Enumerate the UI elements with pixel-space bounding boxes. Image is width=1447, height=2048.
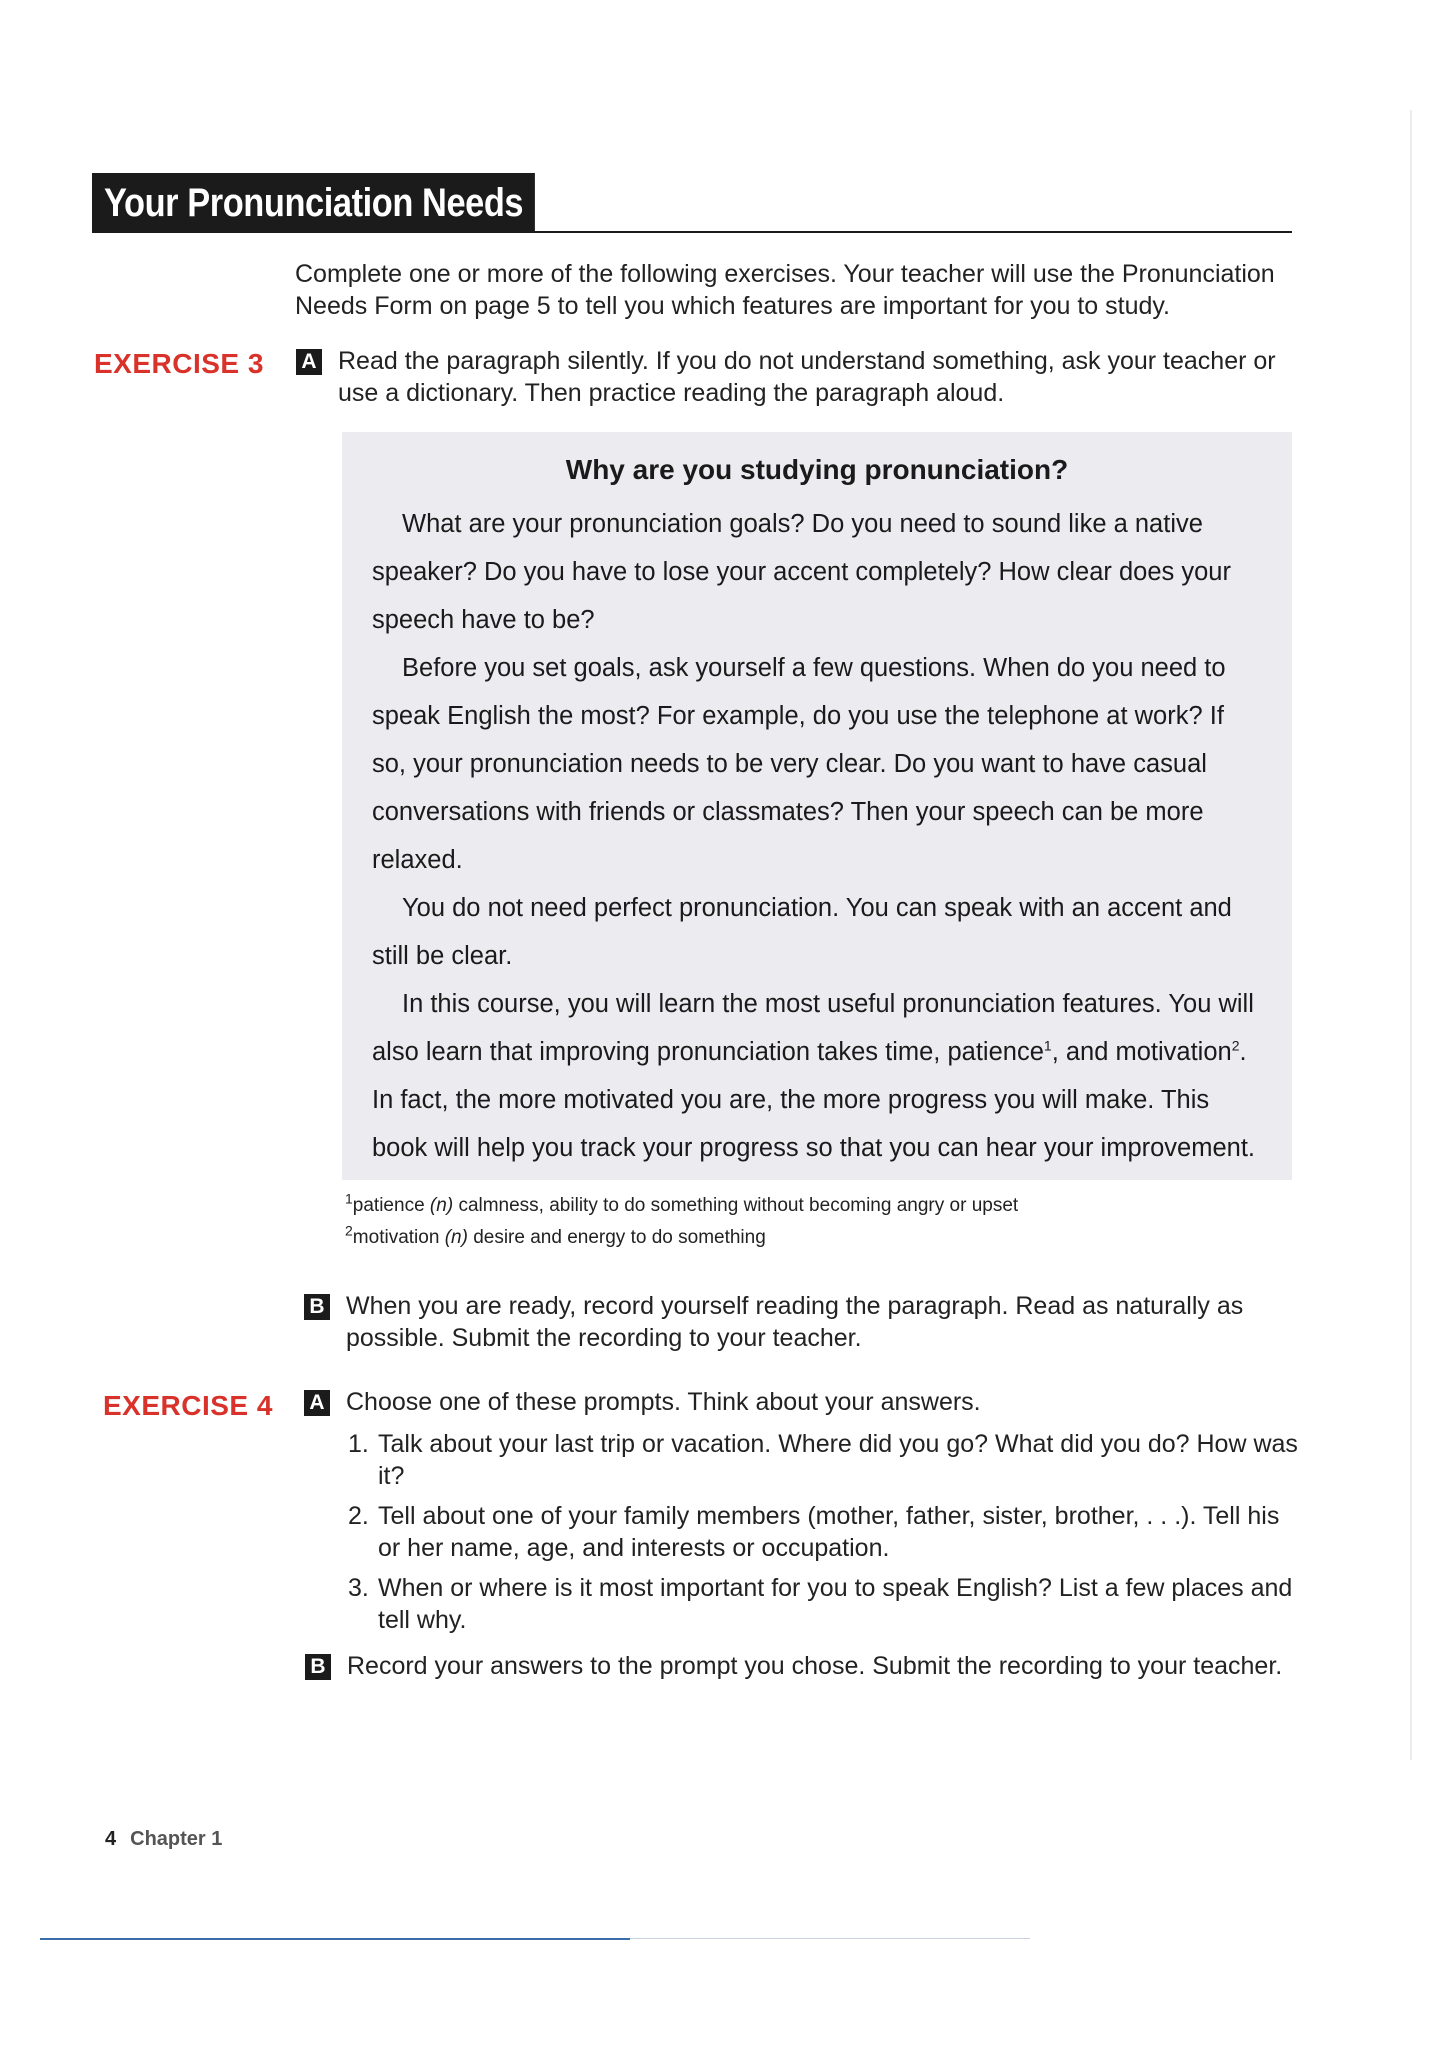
exercise-4-part-b [305,1650,1295,1682]
part-a-badge: A [304,1390,330,1416]
page-number: 4 [105,1828,117,1850]
section-header [92,173,1292,233]
footnote-1-definition: calmness, ability to do something without becoming angry or upset [458,1195,1019,1216]
exercise-4-label: EXERCISE 4 [103,1390,273,1421]
prompt-item [348,1428,1298,1492]
part-b-badge: B [305,1654,331,1680]
footnote-ref-2: 2 [1231,1037,1240,1054]
footnote-2-number: 2 [345,1222,353,1239]
chapter-label: Chapter 1 [130,1828,223,1850]
prompt-item [348,1572,1298,1636]
exercise-4-part-a [304,1386,1294,1418]
exercise-3-part-b [304,1290,1294,1354]
prompt-number: 3. [348,1574,369,1602]
prompt-text: Tell about one of your family members (mother, father, sister, brother, . . .). Tell his or her name, age, and interests or occupation. [378,1502,1280,1562]
footnote-2-pos: (n) [444,1227,468,1248]
footnote-ref-1: 1 [1043,1037,1052,1054]
bottom-rule-fade [630,1938,1030,1939]
reading-title: Why are you studying pronunciation? [565,454,1069,485]
page-footer [105,1828,222,1851]
part-a-badge: A [296,349,322,375]
prompt-text: Talk about your last trip or vacation. Where did you go? What did you do? How was it? [378,1430,1298,1490]
intro-text: Complete one or more of the following exercises. Your teacher will use the Pronunciation Needs Form on page 5 to tell you which features are important for you to study. [295,260,1275,320]
footnote-1-number: 1 [345,1190,353,1207]
reading-paragraph-1: What are your pronunciation goals? Do you need to sound like a native speaker? Do you have to lose your accent completely? How clear does your speech have to be? [372,510,1231,634]
exercise-4-part-a-text: Choose one of these prompts. Think about your answers. [346,1388,981,1416]
exercise-3-label: EXERCISE 3 [94,348,264,379]
exercise-3-part-a [296,345,1296,409]
reading-paragraph-4-part-2: , and motivation [1051,1038,1232,1066]
prompt-list [348,1428,1298,1644]
page-edge-shadow [1410,110,1412,1760]
prompt-text: When or where is it most important for you to speak English? List a few places and tell why. [378,1574,1293,1634]
prompt-number: 2. [348,1502,369,1530]
prompt-number: 1. [348,1430,369,1458]
footnote-1-word: patience [352,1195,425,1216]
reading-paragraph-4-part-3: . In fact, the more motivated you are, the more progress you will make. This book will help you track your progress so that you can hear your improvement. [372,1038,1256,1162]
reading-passage-box [342,432,1292,1180]
section-title: Your Pronunciation Needs [92,173,535,233]
footnote-2-word: motivation [352,1227,440,1248]
footnote-1-pos: (n) [429,1195,454,1216]
bottom-rule [40,1938,630,1940]
exercise-3-part-b-text: When you are ready, record yourself reading the paragraph. Read as naturally as possible. Submit the recording to your teacher. [346,1292,1244,1352]
footnote-1 [345,1190,1295,1222]
reading-paragraph-4 [372,980,1262,1172]
exercise-4-part-b-text: Record your answers to the prompt you chose. Submit the recording to your teacher. [347,1652,1283,1680]
reading-paragraph-3: You do not need perfect pronunciation. You can speak with an accent and still be clear. [372,894,1232,970]
part-b-badge: B [304,1294,330,1320]
footnote-2 [345,1222,1295,1254]
prompt-item [348,1500,1298,1564]
footnotes [345,1190,1295,1254]
reading-paragraph-4-part-1: In this course, you will learn the most useful pronunciation features. You will also learn that improving pronunciation takes time, patience [372,990,1254,1066]
header-rule [532,231,1292,233]
exercise-3-part-a-text: Read the paragraph silently. If you do not understand something, ask your teacher or use a dictionary. Then practice reading the paragraph aloud. [338,347,1276,407]
reading-paragraph-2: Before you set goals, ask yourself a few questions. When do you need to speak English the most? For example, do you use the telephone at work? If so, your pronunciation needs to be very clear. Do you want to have casual conversations with friends or classmates? Then your speech can be more relaxed. [372,654,1226,874]
footnote-2-definition: desire and energy to do something [473,1227,766,1248]
